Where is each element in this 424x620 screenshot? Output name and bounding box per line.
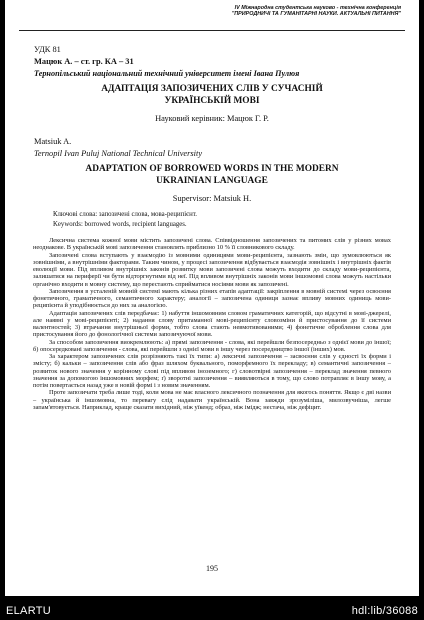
title-eng-line1: ADAPTATION OF BORROWED WORDS IN THE MODERN	[85, 164, 339, 174]
title-ukr	[25, 84, 399, 107]
university-eng: Ternopil Ivan Puluj National Technical University	[34, 149, 203, 158]
paragraph: Запозичені слова вступають у взаємодію із мовними одиницями мови-реципієнта, зазнають змін, що зумовлюються як зовнішніми, а внутрішніми факторами. Таким чином, у процесі запозичення відбувається взаємодія зовнішніх і внутрішніх фактів еволюції мови. Під впливом внутрішніх законів розвитку мови запозичені слова можуть входити до складу мови-реципієнта, залишатися на периферії чи бути відторгнутими від неї. Під впливом внутрішніх законів мови іншомовні слова можуть настільки органічно входити в мовну систему, що перестають сприйматися носіями мови як запозичені.	[33, 251, 391, 288]
header-rule	[19, 30, 405, 31]
title-eng-line2: UKRAINIAN LANGUAGE	[156, 175, 268, 186]
repository-name: ELARTU	[6, 605, 51, 617]
university-ukr: Тернопільський національний технічний університет імені Івана Пулюя	[34, 69, 300, 78]
keywords-ukr: Ключові слова: запозичені слова, мова-реципієнт.	[53, 211, 197, 218]
conference-theme: "ПРИРОДНИЧІ ТА ГУМАНІТАРНІ НАУКИ. АКТУАЛЬНІ ПИТАННЯ"	[231, 11, 401, 18]
author-eng: Matsiuk A.	[34, 137, 72, 146]
title-ukr-line2: УКРАЇНСЬКІЙ МОВІ	[164, 95, 260, 106]
paragraph: За способом запозичення виокремлюють: а) прямі запозичення - слова, які перейшли безпосередньо з однієї мови до іншої; б) опосередковані запозичення - слова, які перейшли з однієї мови в іншу через посередництво іншої (інших) мов.	[33, 338, 391, 353]
supervisor-eng: Supervisor: Matsiuk H.	[172, 194, 252, 203]
page-number: 195	[206, 564, 218, 573]
paragraph: Лексична система кожної мови містить запозичені слова. Співвідношення запозичених та питомих слів у різних мовах неоднакове. В українській мові запозичення становлять приблизно 10 % її словникового складу.	[33, 237, 391, 252]
title-eng	[25, 164, 399, 187]
keywords-eng: Keywords: borrowed words, recipient languages.	[53, 221, 187, 228]
paragraph: Запозичення в усталеній мовній системі мають кілька різних етапів адаптації: закріплення в мовній системі через освоєння фонетичного, граматичного, семантичного характеру; аналогії – запозичена одиниця зазнає впливу мовних одиниць мови-реципієнта й уподібнюється до них за аналогією.	[33, 287, 391, 310]
udc-code: УДК 81	[34, 45, 61, 54]
title-ukr-line1: АДАПТАЦІЯ ЗАПОЗИЧЕНИХ СЛІВ У СУЧАСНІЙ	[101, 84, 323, 94]
author-ukr: Мацюк А. – ст. гр. КА – 31	[34, 57, 134, 66]
supervisor-ukr: Науковий керівник: Мацюк Г. Р.	[155, 114, 269, 123]
paragraph: Адаптація запозичених слів передбачає: 1) набуття іншомовним словом граматичних категорій, що відсутні в мові-джерелі, але наявні у мові-реципієнті; 2) надання слову притаманної мові-реципієнту словозміни й пристосування до її системи валентностей; 3) втрачання внутрішньої форми, тобто слова стають невмотивованими; 4) фонетичне оброблення слова для пристосування його до фонологічної системи запозичуючої мови.	[33, 309, 391, 339]
handle-identifier: hdl:lib/36088	[351, 605, 418, 617]
paragraph: За характером запозичених слів розрізняють такі їх типи: а) лексичні запозичення – засвоєння слів у єдності їх форми і змісту; б) кальки – запозичення слів або фраз шляхом буквального, поморфемного їх перекладу; в) семантичні запозичення – розвиток нового значення у корінному слові під впливом іноземного; г) словотвірні запозичення – переклад значення певного значення за допомогою іншомовних морфем; ґ) зворотні запозичення – виявляються в тому, що слово потрапляє в іншу мову, а потім повертається назад уже в новій формі і з новим значенням.	[33, 353, 391, 389]
conference-name: IV Міжнародна студентська науково - технічна конференція	[234, 5, 401, 11]
conference-header	[141, 5, 401, 18]
paragraph: Проте запозичати треба лише тоді, коли мова не має власного лексичного позначення для якогось поняття. Якщо є дві назви – українська й іншомовна, то перевагу слід надавати українській. Вона завжди зрозуміліша, милозвучніша, легше запам'ятовується. Наприклад, краще сказати вихідний, ніж уїкенд; образ, ніж імідж; нестача, ніж дефіцит.	[33, 389, 391, 411]
document-page	[5, 0, 419, 596]
article-body	[33, 237, 391, 411]
